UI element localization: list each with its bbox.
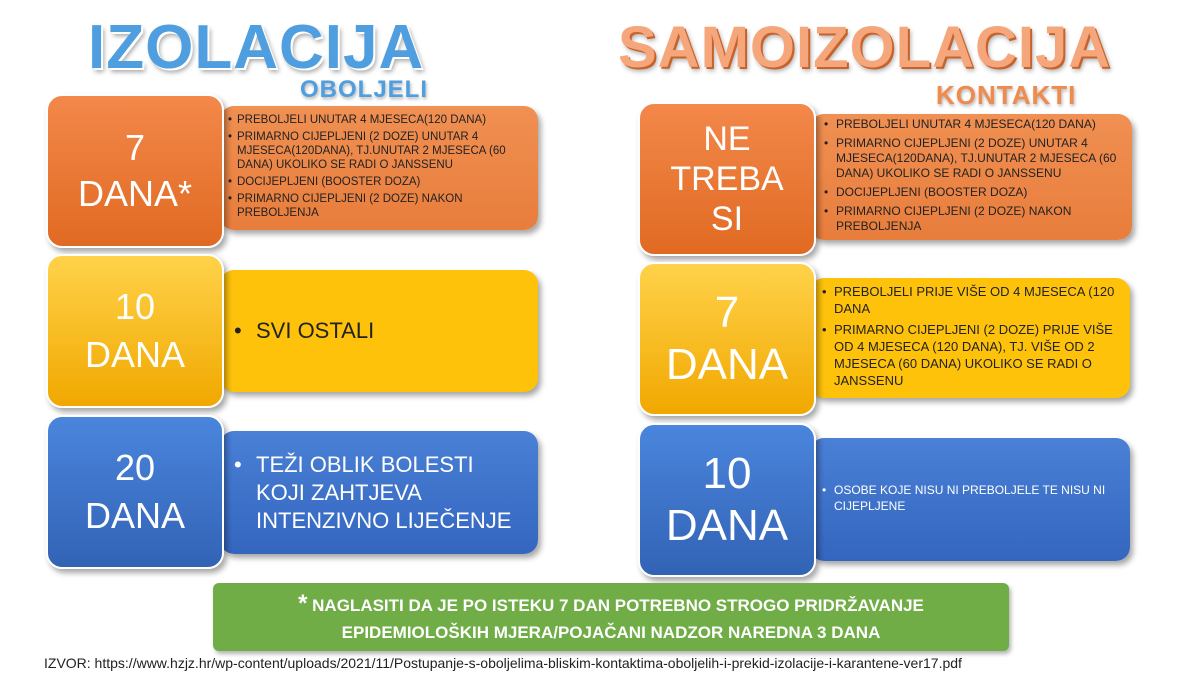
list-item: • PRIMARNO CIJEPLJENI (2 DOZE) UNUTAR 4 MJESECA(120DANA), TJ.UNUTAR 2 MJESECA (60 DANA) UKOLIKO SE RADI O JANSSENU (228, 130, 528, 172)
self-isolation-row-3-duration (638, 423, 816, 577)
list-item: • PRIMARNO CIJEPLJENI (2 DOZE) NAKON PREBOLJENJA (228, 192, 528, 220)
duration-unit: DANA (84, 495, 186, 536)
isolation-row-1-duration (46, 94, 224, 248)
list-item: • SVI OSTALI (234, 317, 374, 345)
list-item: • PREBOLJELI PRIJE VIŠE OD 4 MJESECA (120 DANA (822, 283, 1120, 317)
duration-unit: DANA (665, 501, 789, 550)
duration-unit: DANA (84, 334, 186, 375)
list-item: • PREBOLJELI UNUTAR 4 MJESECA(120 DANA) (228, 113, 528, 127)
isolation-row-2-details (220, 270, 538, 392)
self-isolation-row-2-duration (638, 262, 816, 416)
duration-unit: DANA* (77, 173, 193, 214)
isolation-row-3-details (220, 431, 538, 554)
duration-number: 20 (114, 447, 156, 488)
list-item: • PRIMARNO CIJEPLJENI (2 DOZE) PRIJE VIŠE OD 4 MJESECA (120 DANA), TJ. VIŠE OD 2 MJESECA (60 DANA) UKOLIKO SE RADI O JANSSENU (822, 321, 1120, 389)
duration-number: 10 (702, 449, 752, 498)
list-item: • PRIMARNO CIJEPLJENI (2 DOZE) UNUTAR 4 MJESECA(120DANA), TJ.UNUTAR 2 MJESECA (60 DANA) UKOLIKO SE RADI O JANSSENU (824, 136, 1122, 181)
self-isolation-row-1-details (810, 114, 1132, 240)
list-item: • DOCIJEPLJENI (BOOSTER DOZA) (824, 185, 1122, 200)
duration-number: 7 (714, 288, 740, 337)
duration-line: SI (710, 200, 744, 238)
duration-line: TREBA (670, 160, 784, 198)
list-item: • PREBOLJELI UNUTAR 4 MJESECA(120 DANA) (824, 117, 1122, 132)
duration-unit: DANA (665, 340, 789, 389)
self-isolation-row-1-duration (638, 102, 816, 256)
isolation-subtitle: OBOLJELI (300, 76, 429, 103)
note-line-2: EPIDEMIOLOŠKIH MJERA/POJAČANI NADZOR NAREDNA 3 DANA (341, 623, 881, 642)
self-isolation-row-3-details (810, 438, 1130, 561)
source-text: IZVOR: https://www.hzjz.hr/wp-content/uploads/2021/11/Postupanje-s-oboljelima-bliskim-kontaktima-oboljelih-i-prekid-izolacije-i-karantene-ver17.pdf (44, 655, 962, 671)
duration-number: 7 (124, 127, 146, 168)
note-star: * (298, 590, 308, 617)
list-item: • OSOBE KOJE NISU NI PREBOLJELE TE NISU NI CIJEPLJENE (822, 482, 1120, 514)
list-item: • TEŽI OBLIK BOLESTI KOJI ZAHTJEVA INTENZIVNO LIJEČENJE (234, 451, 524, 535)
isolation-row-3-duration (46, 415, 224, 569)
duration-number: 10 (114, 286, 156, 327)
note-box (213, 583, 1009, 651)
self-isolation-subtitle: KONTAKTI (936, 80, 1077, 110)
isolation-row-1-details (220, 106, 538, 230)
isolation-row-2-duration (46, 254, 224, 408)
list-item: • DOCIJEPLJENI (BOOSTER DOZA) (228, 175, 528, 189)
duration-line: NE (703, 120, 751, 158)
isolation-title: IZOLACIJA (88, 13, 425, 82)
self-isolation-title: SAMOIZOLACIJA (618, 15, 1112, 80)
self-isolation-row-2-details (810, 278, 1130, 398)
list-item: • PRIMARNO CIJEPLJENI (2 DOZE) NAKON PREBOLJENJA (824, 204, 1122, 234)
note-line-1: NAGLASITI DA JE PO ISTEKU 7 DAN POTREBNO STROGO PRIDRŽAVANJE (312, 596, 924, 615)
